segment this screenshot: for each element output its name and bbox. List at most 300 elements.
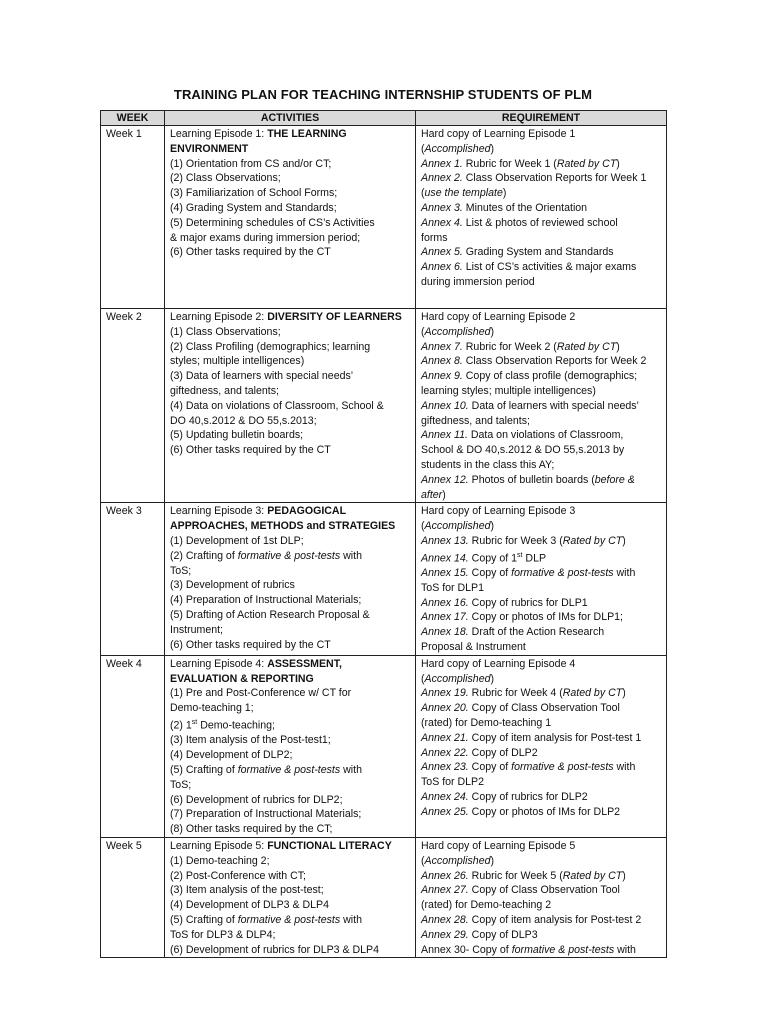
text-segment: (4) Development of DLP2; — [170, 749, 293, 762]
text-segment: Class Observation Reports for Week 1 — [462, 172, 647, 185]
text-segment: Minutes of the Orientation — [462, 201, 588, 214]
activity-line — [170, 504, 412, 519]
activity-line — [170, 883, 412, 898]
text-segment: Rated by CT — [562, 869, 623, 882]
text-segment: Copy of item analysis for Post-test 1 — [468, 731, 642, 744]
text-segment: Annex 7. — [421, 340, 463, 353]
text-segment: Annex 6. — [421, 261, 463, 274]
activity-line — [170, 638, 412, 653]
text-segment: Annex 11. — [421, 429, 468, 442]
week-cell: Week 1 — [101, 126, 165, 309]
text-segment: ) — [490, 325, 495, 338]
activity-line — [170, 748, 412, 763]
text-segment: Rubric for Week 5 ( — [468, 869, 563, 882]
text-segment: before & — [594, 473, 635, 486]
activity-line — [170, 854, 412, 869]
activity-line — [170, 142, 412, 157]
requirement-line — [421, 869, 663, 884]
text-segment: (2) 1 — [170, 719, 192, 732]
requirement-line — [421, 928, 663, 943]
requirement-line — [421, 443, 663, 458]
text-segment: Annex 4. — [421, 216, 463, 229]
text-segment: Annex 23. — [421, 761, 469, 774]
text-segment: Copy of class profile (demographics; — [462, 370, 638, 383]
table-row — [101, 837, 667, 957]
text-segment: Rated by CT — [556, 157, 617, 170]
requirements-cell — [416, 309, 667, 503]
text-segment: with — [613, 567, 636, 580]
requirement-line — [421, 458, 663, 473]
text-segment: formative & post-tests — [511, 567, 614, 580]
text-segment: Annex 19. — [421, 687, 469, 700]
text-segment: Copy of DLP2 — [468, 746, 538, 759]
requirement-line — [421, 275, 663, 290]
week-cell: Week 2 — [101, 309, 165, 503]
requirement-line — [421, 325, 663, 340]
activity-line — [170, 839, 412, 854]
activity-line — [170, 127, 412, 142]
text-segment: ( — [421, 187, 425, 200]
requirement-line — [421, 701, 663, 716]
activity-line — [170, 534, 412, 549]
text-segment: School & DO 40,s.2012 & DO 55,s.2013 by — [421, 444, 625, 457]
text-segment: with — [340, 549, 362, 562]
text-segment: Annex 3. — [421, 201, 463, 214]
text-segment: (3) Development of rubrics — [170, 579, 295, 592]
requirement-line — [421, 171, 663, 186]
requirement-line — [421, 625, 663, 640]
requirements-cell — [416, 503, 667, 656]
text-segment: Data on violations of Classroom, — [467, 429, 624, 442]
text-segment: (7) Preparation of Instructional Materials; — [170, 808, 362, 821]
requirement-line — [421, 790, 663, 805]
activity-line — [170, 578, 412, 593]
requirement-line — [421, 414, 663, 429]
text-segment: (2) Crafting of — [170, 549, 238, 562]
text-segment: Draft of the Action Research — [468, 626, 605, 639]
text-segment: Copy of rubrics for DLP2 — [468, 791, 588, 804]
text-segment: Demo-teaching; — [197, 719, 275, 732]
text-segment: ) — [490, 142, 495, 155]
activities-cell — [165, 655, 416, 837]
text-segment: (6) Other tasks required by the CT — [170, 444, 331, 457]
text-segment: (3) Familiarization of School Forms; — [170, 187, 338, 200]
text-segment: ) — [622, 534, 626, 547]
week-cell: Week 4 — [101, 655, 165, 837]
text-segment: ( — [421, 520, 425, 533]
text-segment: Copy of Class Observation Tool — [468, 702, 620, 715]
requirement-line — [421, 127, 663, 142]
requirement-line — [421, 534, 663, 549]
table-row — [101, 503, 667, 656]
text-segment: & major exams during immersion period; — [170, 231, 361, 244]
text-segment: List of CS’s activities & major exams — [462, 261, 637, 274]
text-segment: use the template — [424, 187, 503, 200]
activity-line — [170, 549, 412, 564]
text-segment: PEDAGOGICAL — [267, 505, 347, 518]
text-segment: Proposal & Instrument — [421, 641, 526, 654]
activity-line — [170, 869, 412, 884]
activity-line — [170, 157, 412, 172]
text-segment: Annex 8. — [421, 355, 463, 368]
requirement-line — [421, 672, 663, 687]
text-segment: ( — [421, 325, 425, 338]
header-week: WEEK — [101, 111, 165, 126]
text-segment: Annex 1. — [421, 157, 463, 170]
activity-line — [170, 822, 412, 837]
text-segment: Hard copy of Learning Episode 5 — [421, 839, 576, 852]
requirement-line — [421, 913, 663, 928]
text-segment: (6) Other tasks required by the CT — [170, 246, 331, 259]
activity-line — [170, 414, 412, 429]
text-segment: Accomplished — [424, 520, 491, 533]
activity-line — [170, 763, 412, 778]
requirement-line — [421, 746, 663, 761]
requirement-line — [421, 428, 663, 443]
activity-line — [170, 564, 412, 579]
text-segment: ToS; — [170, 564, 192, 577]
text-segment: with — [340, 763, 362, 776]
text-segment: Demo-teaching 1; — [170, 702, 254, 715]
requirement-line — [421, 686, 663, 701]
text-segment: (rated) for Demo-teaching 2 — [421, 899, 552, 912]
document-title: TRAINING PLAN FOR TEACHING INTERNSHIP STUDENTS OF PLM — [173, 87, 593, 102]
activity-line — [170, 325, 412, 340]
text-segment: Rubric for Week 4 ( — [468, 687, 563, 700]
requirement-line — [421, 716, 663, 731]
text-segment: Annex 10. — [421, 399, 469, 412]
text-segment: Annex 21. — [421, 731, 469, 744]
requirement-line — [421, 231, 663, 246]
requirements-cell — [416, 126, 667, 309]
text-segment: THE LEARNING — [267, 128, 347, 140]
requirement-line — [421, 731, 663, 746]
text-segment: (2) Post-Conference with CT; — [170, 869, 307, 882]
text-segment: Annex 29. — [421, 928, 469, 941]
text-segment: Annex 12. — [421, 473, 469, 486]
text-segment: (1) Pre and Post-Conference w/ CT for — [170, 687, 352, 700]
requirement-line — [421, 186, 663, 201]
text-segment: APPROACHES, METHODS and STRATEGIES — [170, 520, 396, 533]
text-segment: with — [614, 943, 636, 956]
activity-line — [170, 216, 412, 231]
text-segment: Learning Episode 1: — [170, 128, 268, 140]
text-segment: formative & post-tests — [237, 913, 341, 926]
activity-line — [170, 186, 412, 201]
activity-line — [170, 399, 412, 414]
text-segment: (2) Class Observations; — [170, 172, 281, 185]
text-segment: ToS for DLP3 & DLP4; — [170, 928, 276, 941]
text-segment: (6) Other tasks required by the CT — [170, 638, 331, 651]
text-segment: Grading System and Standards — [462, 246, 614, 259]
text-segment: EVALUATION & REPORTING — [170, 672, 314, 685]
activity-line — [170, 245, 412, 260]
requirement-line — [421, 488, 663, 503]
text-segment: Accomplished — [424, 672, 491, 685]
requirement-line — [421, 657, 663, 672]
requirement-line — [421, 898, 663, 913]
text-segment: Hard copy of Learning Episode 1 — [421, 128, 576, 140]
activity-line — [170, 354, 412, 369]
activities-cell — [165, 126, 416, 309]
text-segment: (4) Development of DLP3 & DLP4 — [170, 899, 329, 912]
text-segment: formative & post-tests — [237, 763, 341, 776]
text-segment: DO 40,s.2012 & DO 55,s.2013; — [170, 414, 317, 427]
activity-line — [170, 943, 412, 958]
requirement-line — [421, 384, 663, 399]
requirement-line — [421, 883, 663, 898]
text-segment: Instrument; — [170, 623, 223, 636]
requirement-line — [421, 157, 663, 172]
text-segment: (8) Other tasks required by the CT; — [170, 823, 333, 836]
text-segment: learning styles; multiple intelligences) — [421, 384, 596, 397]
requirement-line — [421, 581, 663, 596]
requirement-line — [421, 142, 663, 157]
text-segment: with — [613, 761, 636, 774]
text-segment: Learning Episode 2: — [170, 311, 268, 323]
text-segment: Accomplished — [424, 142, 491, 155]
text-segment: Annex 28. — [421, 913, 469, 926]
text-segment: Learning Episode 4: — [170, 657, 268, 670]
text-segment: Annex 20. — [421, 702, 469, 715]
activity-line — [170, 672, 412, 687]
activity-line — [170, 793, 412, 808]
requirements-cell — [416, 655, 667, 837]
activity-line — [170, 807, 412, 822]
requirement-line — [421, 943, 663, 958]
activities-cell — [165, 837, 416, 957]
text-segment: Rated by CT — [556, 340, 617, 353]
requirement-line — [421, 201, 663, 216]
requirement-line — [421, 839, 663, 854]
text-segment: Hard copy of Learning Episode 4 — [421, 657, 576, 670]
activity-line — [170, 231, 412, 246]
text-segment: (2) Class Profiling (demographics; learning — [170, 340, 371, 353]
text-segment: Class Observation Reports for Week 2 — [462, 355, 647, 368]
activities-cell — [165, 503, 416, 656]
text-segment: ) — [622, 687, 626, 700]
activity-line — [170, 369, 412, 384]
text-segment: DIVERSITY OF LEARNERS — [267, 311, 402, 323]
activity-line — [170, 310, 412, 325]
text-segment: formative & post-tests — [237, 549, 341, 562]
text-segment: Learning Episode 5: — [170, 839, 268, 852]
text-segment: Rated by CT — [562, 534, 623, 547]
activity-line — [170, 657, 412, 672]
text-segment: ) — [502, 187, 507, 200]
text-segment: ASSESSMENT, — [267, 657, 342, 670]
text-segment: students in the class this AY; — [421, 458, 555, 471]
activities-cell — [165, 309, 416, 503]
text-segment: (rated) for Demo-teaching 1 — [421, 717, 552, 730]
table-row — [101, 309, 667, 503]
activity-line — [170, 608, 412, 623]
text-segment: ) — [490, 672, 495, 685]
week-cell: Week 5 — [101, 837, 165, 957]
text-segment: (4) Data on violations of Classroom, School & — [170, 399, 384, 412]
text-segment: (5) Updating bulletin boards; — [170, 429, 304, 442]
activity-line — [170, 623, 412, 638]
text-segment: Annex 15. — [421, 567, 469, 580]
text-segment: Annex 18. — [421, 626, 469, 639]
text-segment: ( — [421, 854, 425, 867]
activity-line — [170, 443, 412, 458]
text-segment: Copy of 1 — [468, 552, 518, 565]
text-segment: (3) Data of learners with special needs’ — [170, 370, 354, 383]
requirements-cell — [416, 837, 667, 957]
text-segment: (3) Item analysis of the Post-test1; — [170, 734, 331, 747]
text-segment: (6) Development of rubrics for DLP3 & DLP4 — [170, 943, 380, 956]
activity-line — [170, 716, 412, 733]
text-segment: styles; multiple intelligences) — [170, 355, 305, 368]
text-segment: Rubric for Week 2 ( — [462, 340, 557, 353]
activity-line — [170, 733, 412, 748]
requirement-line — [421, 805, 663, 820]
text-segment: giftedness, and talents; — [170, 384, 279, 397]
text-segment: ) — [490, 854, 495, 867]
text-segment: Copy of rubrics for DLP1 — [468, 596, 588, 609]
text-segment: Annex 13. — [421, 534, 469, 547]
text-segment: (4) Grading System and Standards; — [170, 201, 337, 214]
requirement-line — [421, 310, 663, 325]
text-segment: Copy or photos of IMs for DLP1; — [468, 611, 623, 624]
activity-line — [170, 898, 412, 913]
table-body — [101, 126, 667, 958]
text-segment: ) — [622, 869, 626, 882]
activity-line — [170, 778, 412, 793]
text-segment: FUNCTIONAL LITERACY — [267, 839, 392, 852]
text-segment: during immersion period — [421, 275, 535, 288]
text-segment: after — [421, 488, 443, 501]
text-segment: Annex 24. — [421, 791, 469, 804]
text-segment: st — [191, 719, 198, 727]
text-segment: with — [340, 913, 362, 926]
requirement-line — [421, 216, 663, 231]
requirement-line — [421, 854, 663, 869]
requirement-line — [421, 504, 663, 519]
text-segment: Annex 26. — [421, 869, 469, 882]
requirement-line — [421, 340, 663, 355]
text-segment: (5) Crafting of — [170, 913, 238, 926]
text-segment: Copy of Class Observation Tool — [468, 884, 620, 897]
text-segment: (1) Demo-teaching 2; — [170, 854, 270, 867]
text-segment: ) — [490, 520, 495, 533]
requirement-line — [421, 369, 663, 384]
activity-line — [170, 384, 412, 399]
text-segment: Rubric for Week 1 ( — [462, 157, 557, 170]
table-header-row — [101, 111, 667, 126]
requirement-line — [421, 760, 663, 775]
text-segment: Annex 22. — [421, 746, 469, 759]
text-segment: Annex 14. — [421, 552, 469, 565]
text-segment: Rated by CT — [562, 687, 623, 700]
activity-line — [170, 340, 412, 355]
activity-line — [170, 686, 412, 701]
text-segment: (5) Drafting of Action Research Proposal & — [170, 608, 370, 621]
text-segment: (6) Development of rubrics for DLP2; — [170, 793, 343, 806]
header-activities: ACTIVITIES — [165, 111, 416, 126]
text-segment: Annex 17. — [421, 611, 469, 624]
text-segment: Annex 25. — [421, 805, 469, 818]
text-segment: (4) Preparation of Instructional Materials; — [170, 594, 362, 607]
training-plan-table — [100, 110, 667, 958]
text-segment: ToS; — [170, 778, 192, 791]
activity-line — [170, 428, 412, 443]
activity-line — [170, 171, 412, 186]
header-requirement: REQUIREMENT — [416, 111, 667, 126]
text-segment: Annex 27. — [421, 884, 469, 897]
text-segment: Copy or photos of IMs for DLP2 — [468, 805, 621, 818]
text-segment: (1) Orientation from CS and/or CT; — [170, 157, 332, 170]
text-segment: (5) Crafting of — [170, 763, 238, 776]
text-segment: formative & post-tests — [511, 761, 614, 774]
text-segment: Copy of — [468, 761, 512, 774]
text-segment: (3) Item analysis of the post-test; — [170, 884, 324, 897]
requirement-line — [421, 354, 663, 369]
text-segment: ToS for DLP2 — [421, 776, 485, 789]
text-segment: Photos of bulletin boards ( — [468, 473, 595, 486]
text-segment: formative & post-tests — [511, 943, 615, 956]
text-segment: giftedness, and talents; — [421, 414, 530, 427]
text-segment: Rubric for Week 3 ( — [468, 534, 563, 547]
text-segment: Annex 30- Copy of — [421, 943, 512, 956]
text-segment: ( — [421, 142, 425, 155]
requirement-line — [421, 519, 663, 534]
text-segment: ( — [421, 672, 425, 685]
text-segment: Annex 2. — [421, 172, 463, 185]
text-segment: List & photos of reviewed school — [462, 216, 618, 229]
text-segment: ToS for DLP1 — [421, 581, 485, 594]
text-segment: Accomplished — [424, 854, 491, 867]
requirement-line — [421, 775, 663, 790]
text-segment: Copy of item analysis for Post-test 2 — [468, 913, 642, 926]
text-segment: Copy of — [468, 567, 512, 580]
requirement-line — [421, 566, 663, 581]
requirement-line — [421, 640, 663, 655]
text-segment: Learning Episode 3: — [170, 505, 268, 518]
requirement-line — [421, 549, 663, 566]
text-segment: Copy of DLP3 — [468, 928, 538, 941]
requirement-line — [421, 260, 663, 275]
text-segment: forms — [421, 231, 448, 244]
requirement-line — [421, 473, 663, 488]
requirement-line — [421, 596, 663, 611]
text-segment: (5) Determining schedules of CS’s Activities — [170, 216, 375, 229]
text-segment: st — [517, 551, 523, 559]
text-segment: Accomplished — [424, 325, 491, 338]
text-segment: ) — [616, 157, 620, 170]
text-segment: DLP — [522, 552, 547, 565]
activity-line — [170, 701, 412, 716]
text-segment: Hard copy of Learning Episode 2 — [421, 311, 576, 323]
activity-line — [170, 201, 412, 216]
text-segment: Annex 9. — [421, 370, 463, 383]
text-segment: ) — [616, 340, 620, 353]
activity-line — [170, 928, 412, 943]
text-segment: Hard copy of Learning Episode 3 — [421, 505, 576, 518]
text-segment: (1) Development of 1st DLP; — [170, 534, 304, 547]
activity-line — [170, 913, 412, 928]
text-segment: (1) Class Observations; — [170, 325, 281, 338]
week-cell: Week 3 — [101, 503, 165, 656]
requirement-line — [421, 610, 663, 625]
text-segment: Data of learners with special needs’ — [468, 399, 639, 412]
text-segment: ENVIRONMENT — [170, 142, 249, 155]
activity-line — [170, 519, 412, 534]
text-segment: ) — [442, 488, 446, 501]
table-row — [101, 126, 667, 309]
activity-line — [170, 593, 412, 608]
